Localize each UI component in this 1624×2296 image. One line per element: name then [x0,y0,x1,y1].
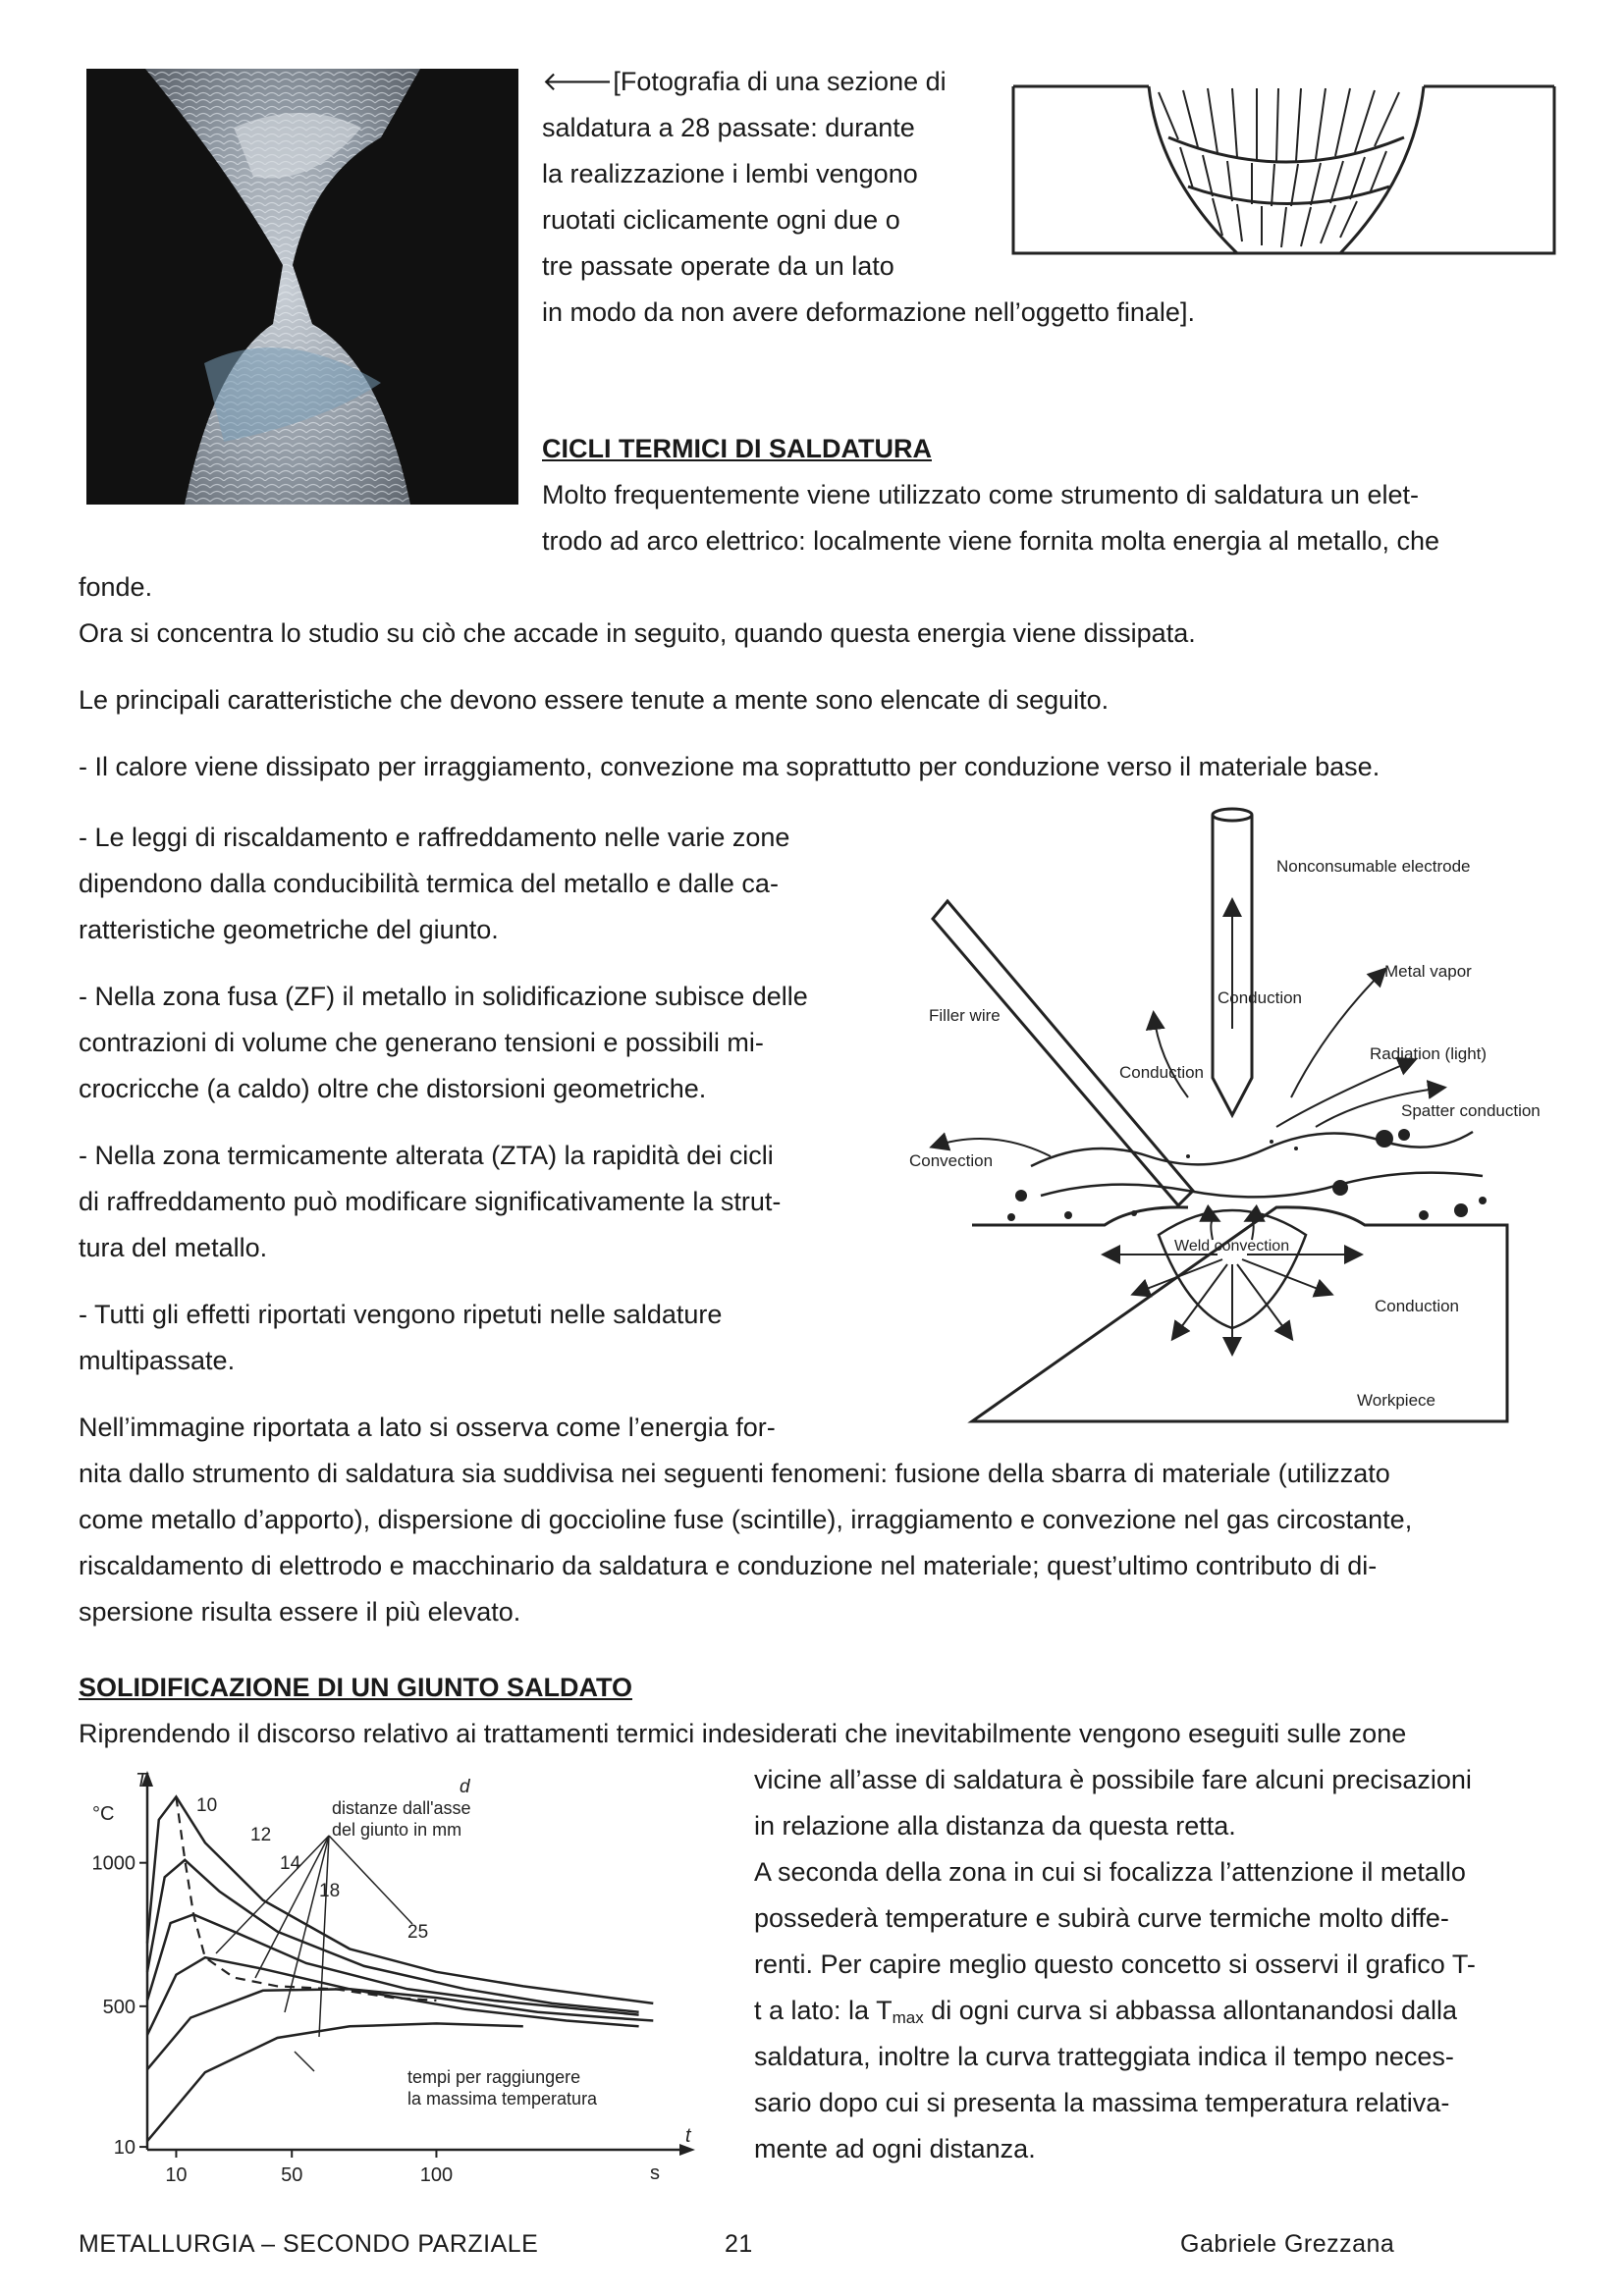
paragraph-line: Ora si concentra lo studio su ciò che accade in seguito, quando questa energia viene dissipata. [79,618,1196,648]
series-label-14: 14 [280,1853,301,1874]
bullet-line: ratteristiche geometriche del giunto. [79,915,499,944]
paragraph-line: come metallo d’apporto), dispersione di goccioline fuse (scintille), irraggiamento e convezione nel gas circostante, [79,1505,1413,1534]
series-label-10: 10 [196,1795,218,1816]
paragraph-line: - Il calore viene dissipato per irraggiamento, convezione ma soprattutto per conduzione verso il materiale base. [79,752,1380,781]
x-tick-label: 100 [419,2164,454,2186]
arrow-left-icon: 🡐 [542,67,614,96]
paragraph-line: Riprendendo il discorso relativo ai trattamenti termici indesiderati che inevitabilmente vengono eseguiti sulle zone [79,1719,1407,1748]
section-heading-cicli-termici: CICLI TERMICI DI SALDATURA [542,434,932,463]
label-convection: Convection [909,1151,994,1170]
label-conduction-right: Conduction [1375,1297,1460,1315]
series-label-18: 18 [319,1881,341,1901]
x-tick-label: 10 [165,2164,188,2186]
label-conduction-top: Conduction [1218,988,1303,1007]
annotation-leader [295,2052,314,2071]
y-tick-label: 1000 [91,1852,135,1875]
annotation-leader [216,1836,329,1953]
bullet-line: tura del metallo. [79,1233,268,1262]
multipass-sketch [1011,79,1556,260]
paragraph-line: sario dopo cui si presenta la massima temperatura relativa- [754,2088,1450,2117]
caption-line: 🡐[Fotografia di una sezione di [542,67,947,96]
paragraph-line-tmax: t a lato: la $T_{max}$ di ogni curva si abbassa allontanandosi dalla [754,1996,1458,2027]
paragraph-line: Nell’immagine riportata a lato si osserva come l’energia for- [79,1413,776,1442]
paragraph-line: riscaldamento di elettrodo e macchinario da saldatura e conduzione nel materiale; quest’ultimo contributo di di- [79,1551,1378,1580]
paragraph-line: in relazione alla distanza da questa retta. [754,1811,1236,1841]
footer-author: Gabriele Grezzana [1180,2230,1395,2258]
bullet-line: - Le leggi di riscaldamento e raffreddamento nelle varie zone [79,823,790,852]
bullet-line: contrazioni di volume che generano tensioni e possibili mi- [79,1028,764,1057]
x-tick-label: 50 [281,2164,303,2186]
chart-annotation-times: tempi per raggiungere la massima temperatura [407,2067,598,2109]
bullet-line: multipassate. [79,1346,236,1375]
paragraph-line: saldatura, inoltre la curva tratteggiata indica il tempo neces- [754,2042,1454,2071]
label-weld-convection: Weld convection [1174,1238,1290,1255]
bullet-line: di raffreddamento può modificare significativamente la strut- [79,1187,782,1216]
label-workpiece: Workpiece [1357,1391,1435,1410]
series-line-25 [147,1989,653,2069]
paragraph-line: trodo ad arco elettrico: localmente viene fornita molta energia al metallo, che [542,526,1439,556]
bullet-line: - Tutti gli effetti riportati vengono ripetuti nelle saldature [79,1300,723,1329]
paragraph-line: possederà temperature e subirà curve termiche molto diffe- [754,1903,1449,1933]
series-label-12: 12 [250,1825,272,1845]
label-electrode: Nonconsumable electrode [1276,857,1471,876]
paragraph-line: renti. Per capire meglio questo concetto si osservi il grafico T- [754,1949,1476,1979]
chart-x-axis-label: t [685,2125,691,2147]
footer-page-number: 21 [725,2230,753,2258]
label-spatter: Spatter conduction [1401,1101,1541,1120]
chart-annotation-d: d [460,1777,470,1797]
chart-x-axis-unit: s [650,2163,660,2184]
section-heading-solidificazione: SOLIDIFICAZIONE DI UN GIUNTO SALDATO [79,1673,633,1702]
bullet-line: - Nella zona fusa (ZF) il metallo in solidificazione subisce delle [79,982,808,1011]
paragraph-line: A seconda della zona in cui si focalizza l’attenzione il metallo [754,1857,1466,1887]
label-conduction-left: Conduction [1119,1063,1205,1082]
paragraph-line: nita dallo strumento di saldatura sia suddivisa nei seguenti fenomeni: fusione della sbarra di materiale (utilizzato [79,1459,1390,1488]
caption-line: tre passate operate da un lato [542,251,894,281]
weld-section-photo [86,69,518,505]
chart-annotation-distances: distanze dall'asse del giunto in mm [332,1798,471,1840]
paragraph-line: Molto frequentemente viene utilizzato come strumento di saldatura un elet- [542,480,1419,509]
footer-course: METALLURGIA – SECONDO PARZIALE [79,2230,539,2258]
chart-y-axis-unit: °C [92,1803,115,1825]
chart-y-axis-label: T [135,1770,148,1791]
paragraph-line: mente ad ogni distanza. [754,2134,1036,2163]
series-line-14 [147,1914,639,2014]
bullet-line: dipendono dalla conducibilità termica del metallo e dalle ca- [79,869,779,898]
caption-line: in modo da non avere deformazione nell’oggetto finale]. [542,297,1195,327]
bullet-line: - Nella zona termicamente alterata (ZTA) la rapidità dei cicli [79,1141,774,1170]
paragraph-line: fonde. [79,572,153,602]
series-line-18 [147,1957,639,2035]
y-tick-label: 500 [102,1996,135,2018]
paragraph-line: spersione risulta essere il più elevato. [79,1597,521,1627]
label-metal-vapor: Metal vapor [1384,962,1472,981]
caption-line: saldatura a 28 passate: durante [542,113,915,142]
temperature-time-chart [69,1757,717,2199]
series-label-25: 25 [407,1922,429,1943]
caption-line: ruotati ciclicamente ogni due o [542,205,900,235]
annotation-leader [329,1836,412,1924]
label-filler-wire: Filler wire [929,1006,1001,1025]
caption-line: la realizzazione i lembi vengono [542,159,918,188]
label-radiation: Radiation (light) [1370,1044,1488,1063]
welding-energy-diagram [893,803,1541,1431]
paragraph-line: Le principali caratteristiche che devono essere tenute a mente sono elencate di seguito. [79,685,1110,715]
bullet-line: crocricche (a caldo) oltre che distorsioni geometriche. [79,1074,707,1103]
electrode [1213,809,1252,1115]
y-tick-label: 10 [113,2137,135,2160]
series-line-12 [147,1860,639,2012]
paragraph-line: vicine all’asse di saldatura è possibile fare alcuni precisazioni [754,1765,1472,1794]
